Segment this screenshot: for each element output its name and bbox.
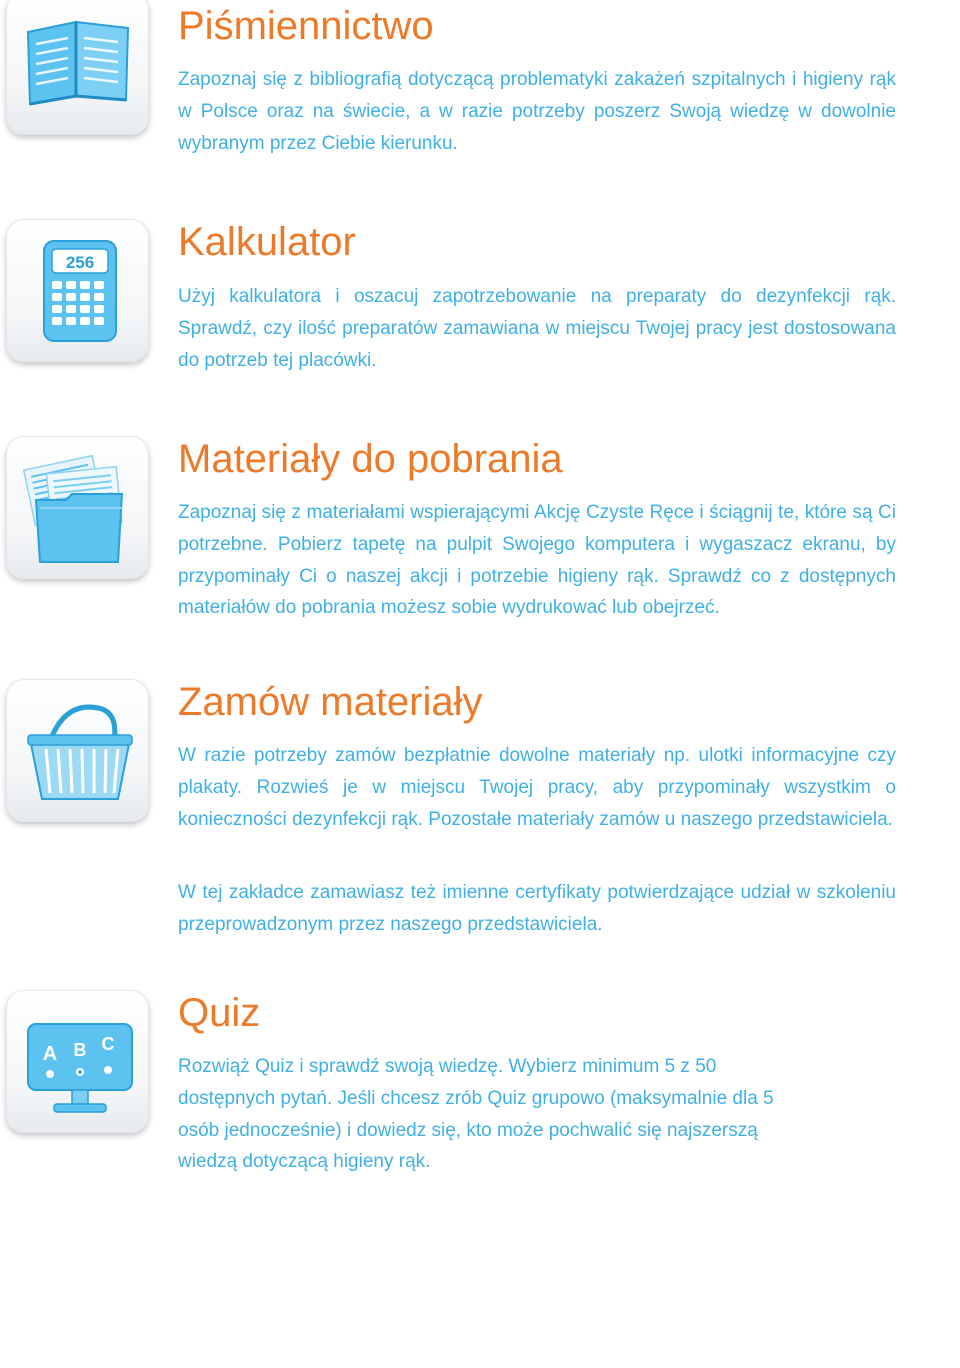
zamow-title: Zamów materiały <box>178 680 483 724</box>
materialy-title: Materiały do pobrania <box>178 437 563 481</box>
quiz-letter-a: A <box>42 1043 58 1065</box>
kalkulator-title: Kalkulator <box>178 220 356 264</box>
zamow-icon-tile[interactable] <box>6 679 149 822</box>
pismiennictwo-icon-tile[interactable] <box>6 0 149 135</box>
folder-documents-icon <box>6 436 149 579</box>
kalkulator-icon-tile[interactable] <box>6 219 149 362</box>
materialy-icon-tile[interactable] <box>6 436 149 579</box>
zamow-text-2: W tej zakładce zamawiasz też imienne certyfikaty potwierdzające udział w szkoleniu przeprowadzonym przez naszego przedstawiciela. <box>178 882 896 935</box>
quiz-screen-icon <box>6 990 149 1133</box>
kalkulator-text: Użyj kalkulatora i oszacuj zapotrzebowanie na preparaty do dezynfekcji rąk. Sprawdź, czy ilość preparatów zamawiana w miejscu Twojej pracy jest dostosowana do potrzeb tej placówki. <box>178 286 896 371</box>
quiz-title: Quiz <box>178 991 261 1035</box>
quiz-icon-tile[interactable] <box>6 990 149 1133</box>
quiz-letter-b: B <box>73 1040 87 1060</box>
calculator-icon <box>6 219 149 362</box>
calculator-display-text: 256 <box>65 253 95 272</box>
shopping-basket-icon <box>6 679 149 822</box>
pismiennictwo-title: Piśmiennictwo <box>178 4 434 48</box>
quiz-letter-c: C <box>101 1034 115 1054</box>
pismiennictwo-text: Zapoznaj się z bibliografią dotyczącą problematyki zakażeń szpitalnych i higieny rąk w Polsce oraz na świecie, a w razie potrzeby poszerz Swoją wiedzę w dowolnie wybranym przez Ciebie kierunku. <box>178 69 896 154</box>
materialy-text: Zapoznaj się z materiałami wspierającymi Akcję Czyste Ręce i ściągnij te, które są Ci potrzebne. Pobierz tapetę na pulpit Swojego komputera i wygaszacz ekranu, by przypominały Ci o naszej akcji i potrzebie higieny rąk. Sprawdź co z dostępnych materiałów do pobrania możesz sobie wydrukować lub obejrzeć. <box>178 502 896 619</box>
zamow-text-1: W razie potrzeby zamów bezpłatnie dowolne materiały np. ulotki informacyjne czy plakaty. Rozwieś je w miejscu Twojej pracy, aby przypominały wszystkim o konieczności dezynfekcji rąk. Pozostałe materiały zamów u naszego przedstawiciela. <box>178 745 896 830</box>
open-book-icon <box>6 0 149 135</box>
quiz-text: Rozwiąż Quiz i sprawdź swoją wiedzę. Wybierz minimum 5 z 50 dostępnych pytań. Jeśli chcesz zrób Quiz grupowo (maksymalnie dla 5 osób jednocześnie) i dowiedz się, kto może pochwalić się najszerszą wiedzą dotyczącą higieny rąk. <box>178 1056 774 1173</box>
